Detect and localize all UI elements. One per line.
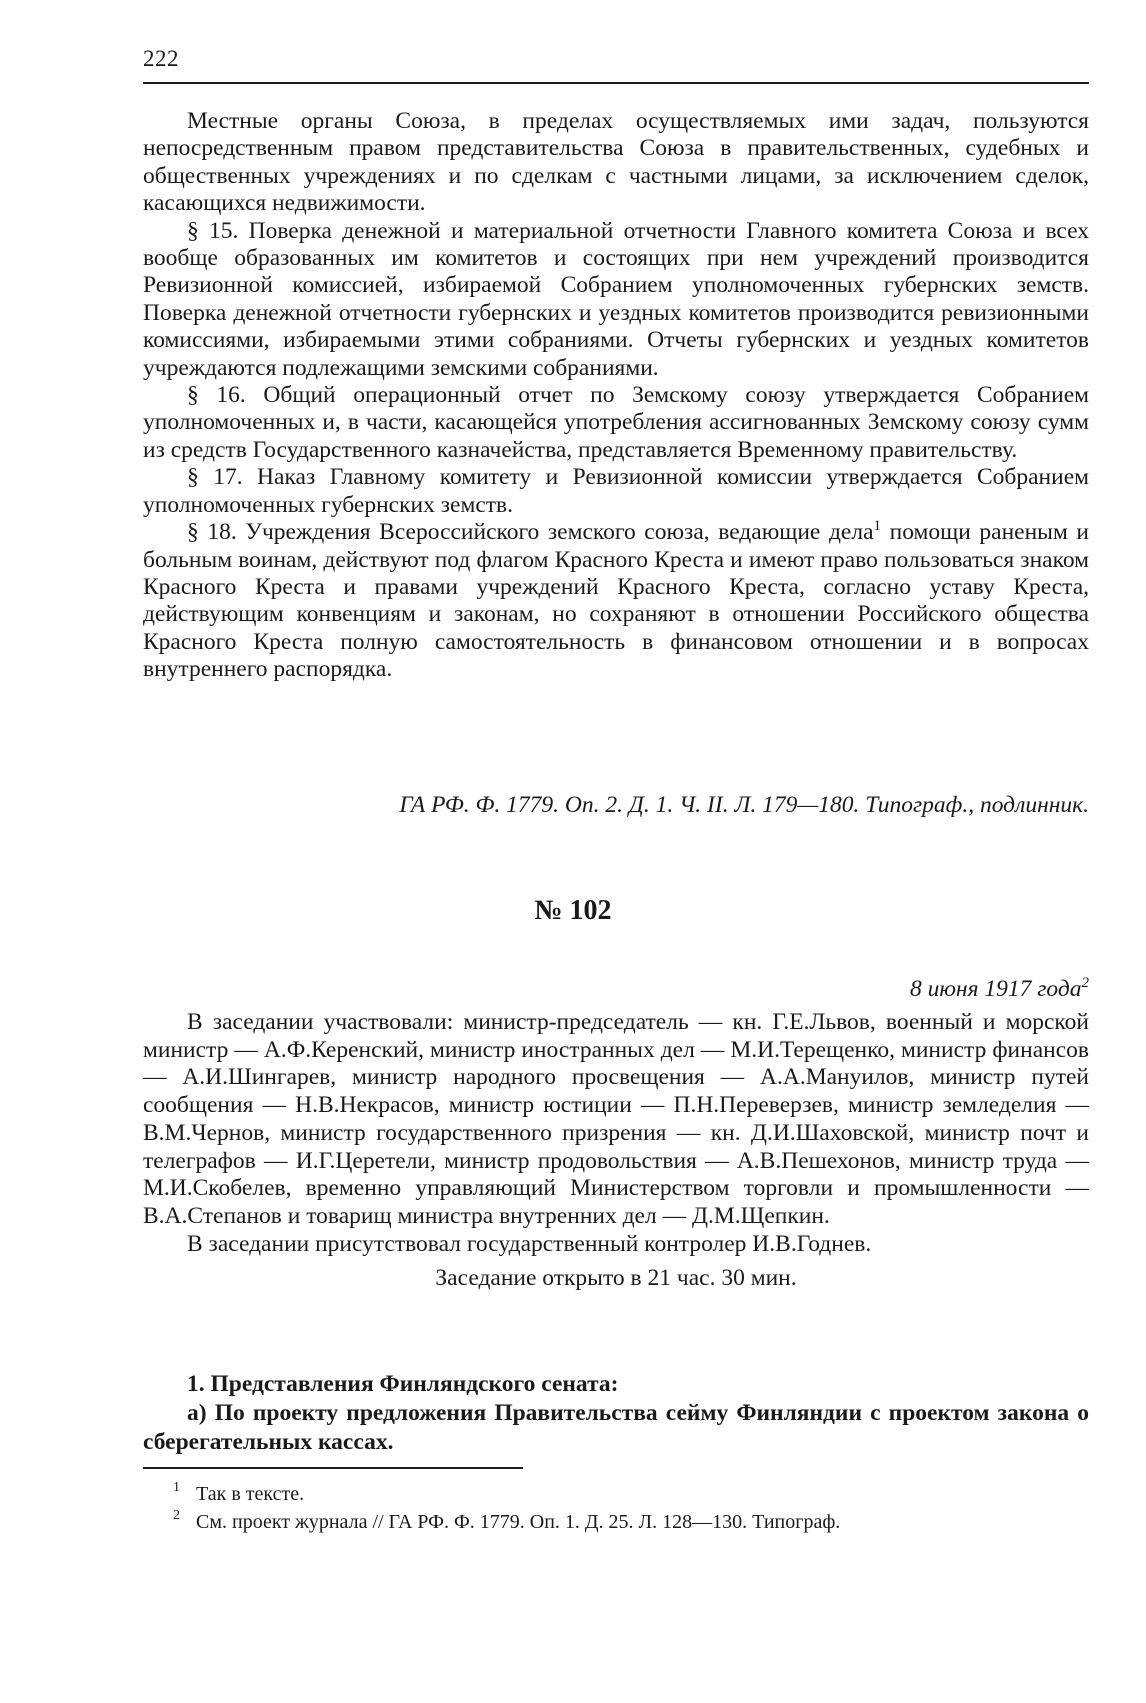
agenda-section: [143, 1370, 1089, 1457]
footnote-1: [143, 1480, 1089, 1508]
page-number: 222: [143, 46, 179, 71]
participants-paragraph: В заседании участвовали: министр-председатель — кн. Г.Е.Львов, военный и морской министр — А.Ф.Керенский, министр иностранных дел — М.И.Терещенко, министр финансов — А.И.Шингарев, министр народного просвещения — А.А.Мануилов, министр путей сообщения — Н.В.Некрасов, министр юстиции — П.Н.Переверзев, министр земледелия — В.М.Чернов, министр государственного призрения — кн. Д.И.Шаховской, министр почт и телеграфов — И.Г.Церетели, министр продовольствия — А.В.Пешехонов, министр труда — М.И.Скобелев, временно управляющий Министерством торговли и промышленности — В.А.Степанов и товарищ министра внутренних дел — Д.М.Щепкин.: [143, 1009, 1089, 1229]
document-date-text: 8 июня 1917 года: [909, 976, 1082, 1002]
agenda-subitem-heading: а) По проекту предложения Правительства сейму Финляндии с проектом закона о сберегательных кассах.: [143, 1400, 1089, 1455]
footnote-2: [143, 1508, 1089, 1536]
attendee-paragraph: В заседании присутствовал государственный контролер И.В.Годнев.: [187, 1230, 872, 1257]
document-date: [143, 975, 1089, 1003]
paragraph-section-15: § 15. Поверка денежной и материальной отчетности Главного комитета Союза и всех вообще образованных им комитетов и состоящих при нем учреждений производится Ревизионной комиссией, избираемой Собранием уполномоченных губернских земств. Поверка денежной отчетности губернских и уездных комитетов производится ревизионными комиссиями, избираемыми этими собраниями. Отчеты губернских и уездных комитетов учреждаются подлежащими земскими собраниями.: [143, 217, 1089, 381]
footnote-text: Так в тексте.: [196, 1483, 305, 1505]
paragraph-section-16: § 16. Общий операционный отчет по Земскому союзу утверждается Собранием уполномоченных и, в части, касающейся употребления ассигнованных Земскому союзу сумм из средств Государственного казначейства, представляется Временному правительству.: [143, 382, 1089, 463]
footnote-divider: [143, 1467, 523, 1469]
footnote-mark: 2: [173, 1508, 180, 1523]
meeting-opened: Заседание открыто в 21 час. 30 мин.: [435, 1265, 797, 1292]
footnote-ref-2: 2: [1081, 975, 1089, 992]
footnote-ref-1: 1: [873, 518, 882, 535]
source-citation: ГА РФ. Ф. 1779. Оп. 2. Д. 1. Ч. II. Л. 179—180. Типограф., подлинник.: [399, 792, 1089, 818]
footnote-mark: 1: [173, 1480, 180, 1495]
paragraph-local-organs: Местные органы Союза, в пределах осуществляемых ими задач, пользуются непосредственным правом представительства Союза в правительственных, судебных и общественных учреждениях и по сделкам с частными лицами, за исключением сделок, касающихся недвижимости.: [143, 108, 1089, 217]
agenda-item-heading: 1. Представления Финляндского сената:: [187, 1371, 619, 1397]
paragraph-section-17: § 17. Наказ Главному комитету и Ревизионной комиссии утверждается Собранием уполномоченных губернских земств.: [143, 464, 1089, 518]
footnote-text: См. проект журнала // ГА РФ. Ф. 1779. Оп. 1. Д. 25. Л. 128—130. Типограф.: [196, 1511, 841, 1533]
header-divider: [143, 82, 1089, 84]
paragraph-section-18-start: § 18. Учреждения Всероссийского земского союза, ведающие дела: [187, 519, 874, 546]
top-section: [143, 108, 1089, 684]
meeting-section: [143, 1009, 1089, 1293]
paragraph-section-18-end: помощи раненым и больным воинам, действуют под флагом Красного Креста и имеют право пользоваться знаком Красного Креста и правами учреждений Красного Креста, согласно уставу Креста, действующим конвенциям и законам, но сохраняют в отношении Российского общества Красного Креста полную самостоятельность в финансовом отношении и в вопросах внутреннего распорядка.: [143, 519, 1090, 683]
document-number: № 102: [534, 895, 612, 926]
paragraph-section-18: [143, 519, 1089, 683]
footnotes: [143, 1480, 1089, 1536]
